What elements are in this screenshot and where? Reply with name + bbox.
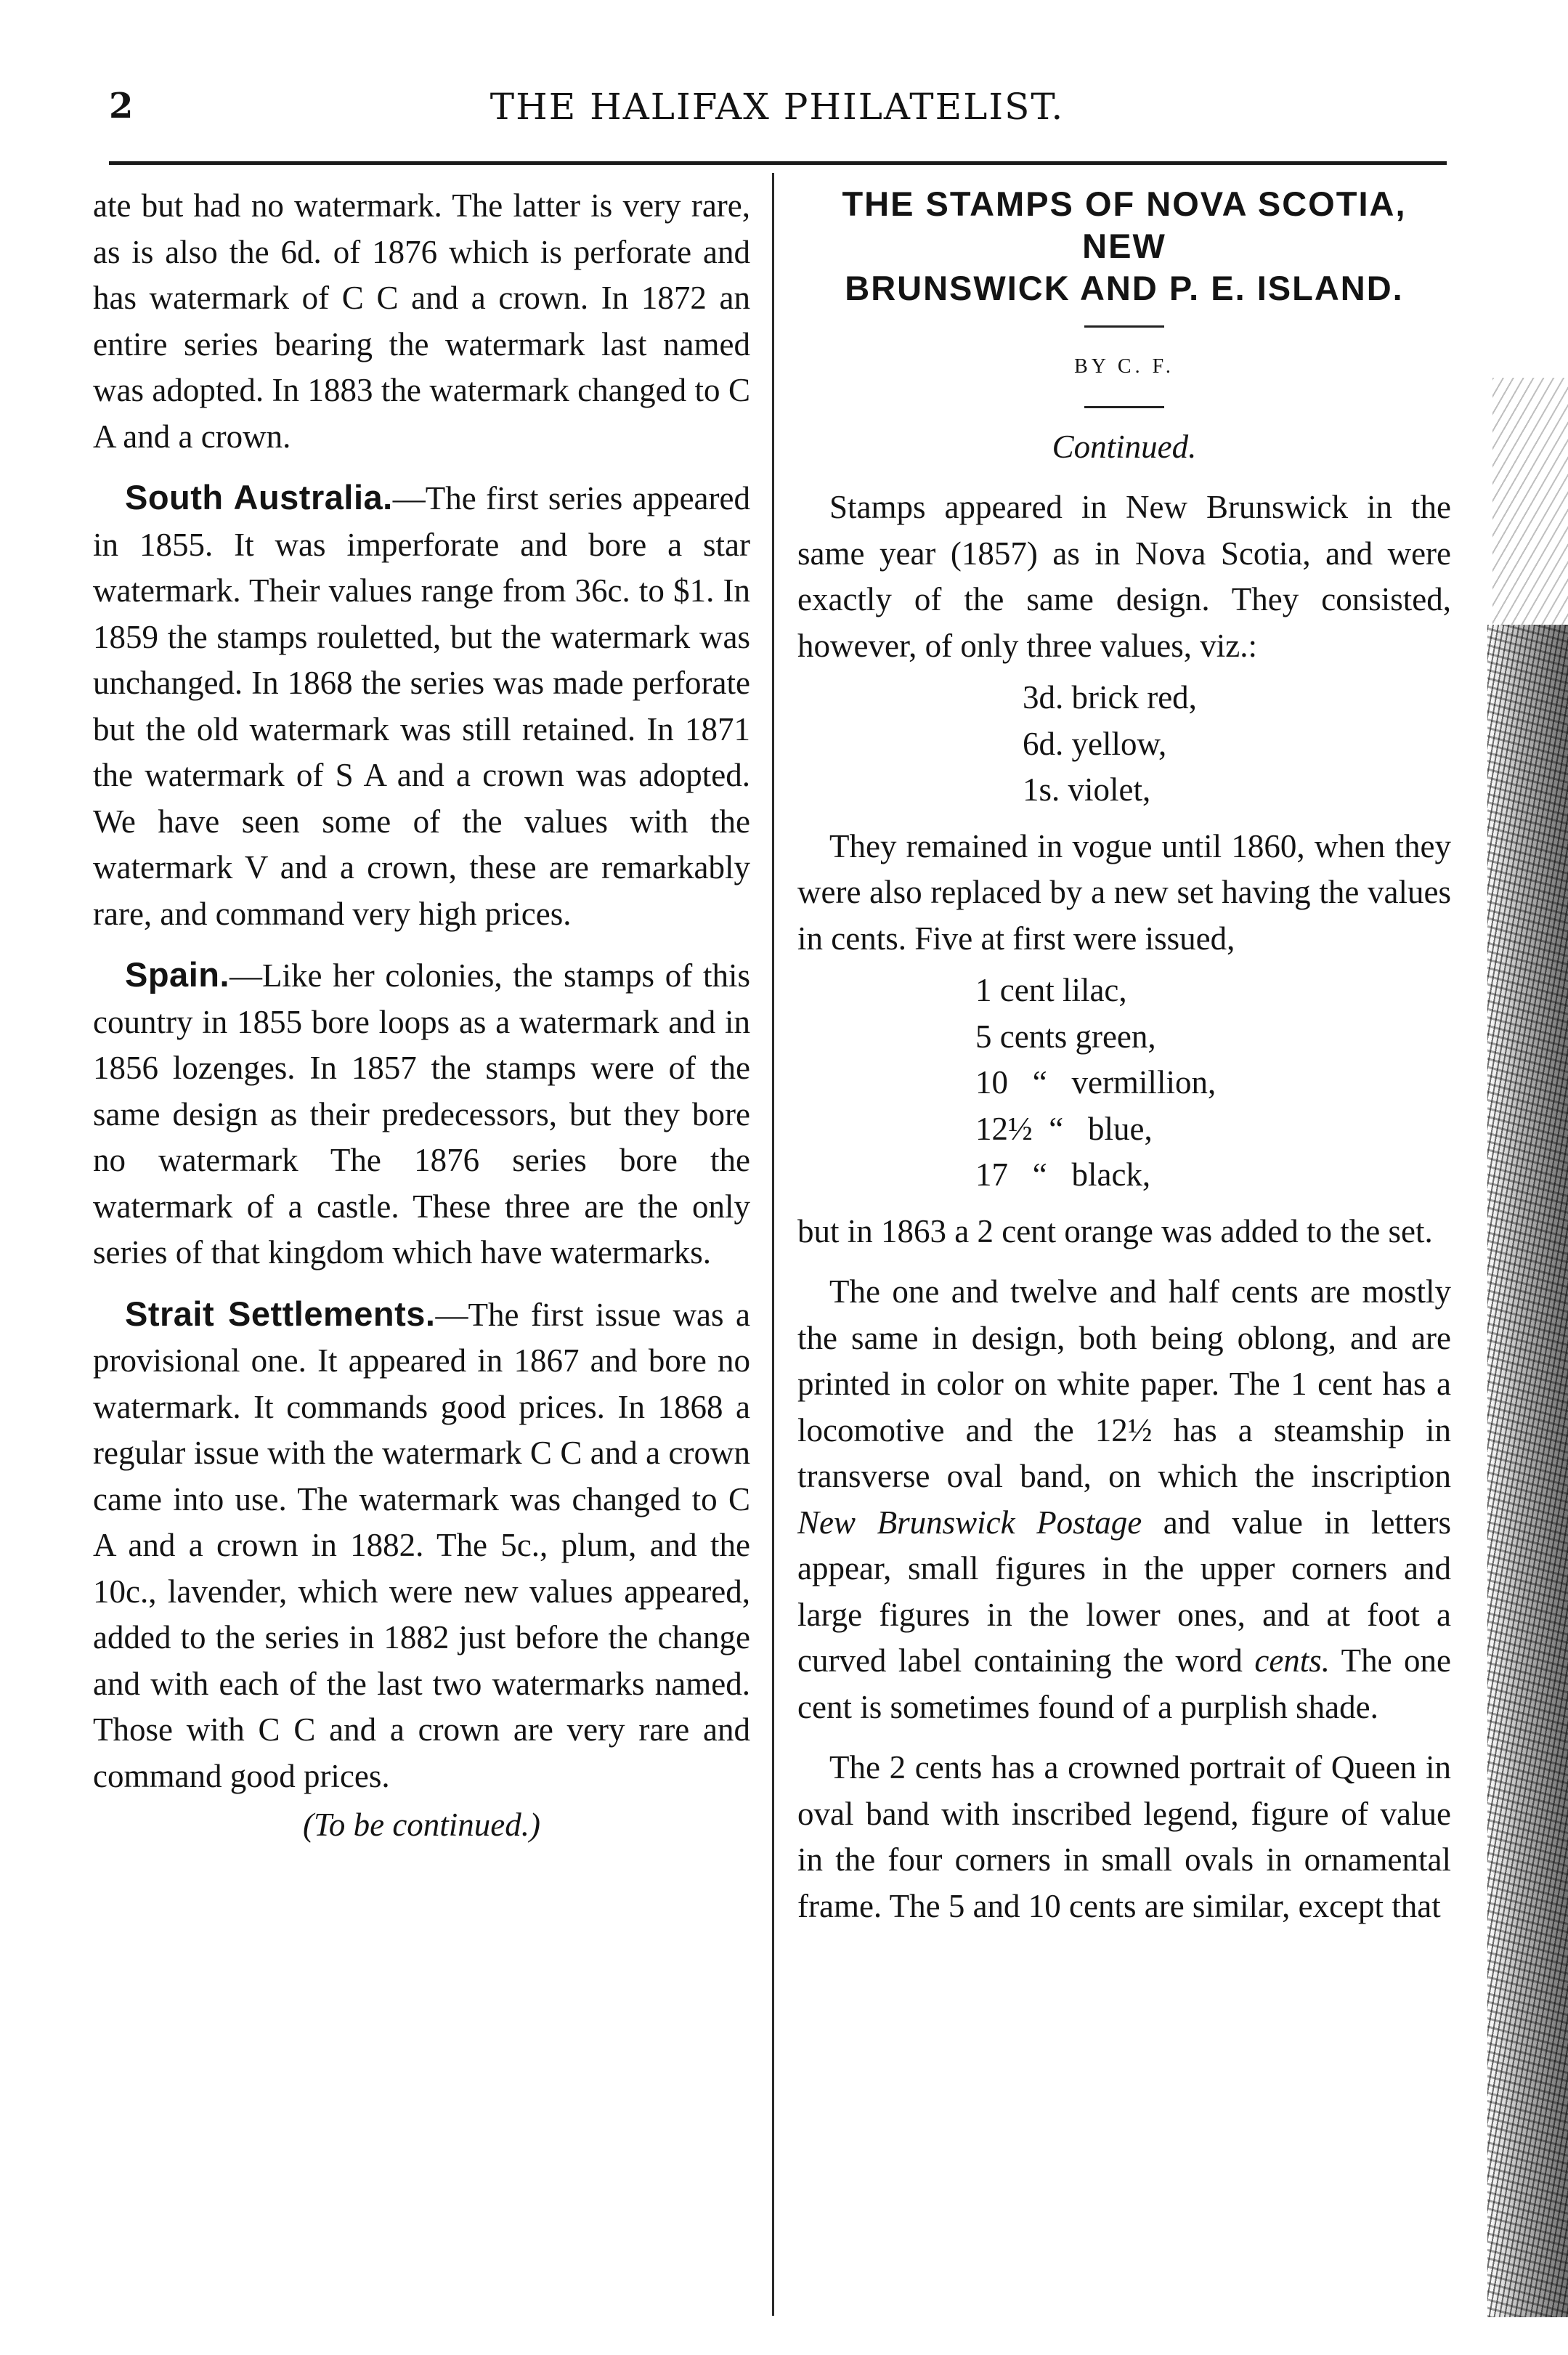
design-text-1: The one and twelve and half cents are mostly the same in design, both being oblong, and are printed in color on white paper. The 1 cent has a locomotive and the 12½ has a steamship in transverse oval band, on which the inscription — [797, 1273, 1451, 1494]
paragraph-1860: They remained in vogue until 1860, when they were also replaced by a new set having the values in cents. Five at first were issued, — [797, 827, 1451, 957]
left-column — [93, 183, 750, 1849]
article-title — [797, 183, 1451, 309]
byline: BY C. F. — [1074, 355, 1174, 378]
list-item: 3d. brick red, — [1023, 679, 1197, 716]
section-heading-spain: Spain. — [125, 955, 230, 994]
list-item: 1s. violet, — [1023, 771, 1151, 808]
value-list-1860 — [797, 968, 1451, 1199]
paragraph-spain — [93, 952, 750, 1276]
cents-italic: cents. — [1254, 1642, 1331, 1679]
list-item: 5 cents green, — [975, 1018, 1156, 1055]
list-item: 6d. yellow, — [1023, 725, 1167, 762]
byline-rule — [1084, 406, 1164, 408]
value-list-1857 — [797, 675, 1451, 814]
title-rule — [1084, 325, 1164, 328]
list-item: 10 “ vermillion, — [975, 1064, 1216, 1101]
article-title-line-2: BRUNSWICK AND P. E. ISLAND. — [845, 269, 1404, 307]
running-title: THE HALIFAX PHILATELIST. — [490, 86, 1065, 128]
article-title-line-1: THE STAMPS OF NOVA SCOTIA, NEW — [842, 185, 1407, 265]
section-heading-strait-settlements: Strait Settlements. — [125, 1294, 436, 1333]
paragraph-design — [797, 1269, 1451, 1730]
inscription-italic: New Brunswick Postage — [797, 1504, 1142, 1541]
column-divider — [772, 173, 774, 2316]
paragraph-intro: Stamps appeared in New Brunswick in the same year (1857) as in Nova Scotia, and were exactly of the same design. They consisted, however, of only three values, viz.: — [797, 489, 1451, 664]
section-heading-south-australia: South Australia. — [125, 478, 393, 516]
paragraph-strait-settlements — [93, 1291, 750, 1800]
list-item: 17 “ black, — [975, 1156, 1151, 1193]
list-item: 12½ “ blue, — [975, 1110, 1153, 1147]
page-header — [109, 86, 1445, 144]
paragraph-1863: but in 1863 a 2 cent orange was added to the set. — [797, 1212, 1433, 1249]
strait-settlements-text: —The first issue was a provisional one. It appeared in 1867 and bore no watermark. It commands good prices. In 1868 a regular issue with the watermark C C and a crown came into use. The watermark was changed to C A and a crown in 1882. The 5c., plum, and the 10c., lavender, which were new values appeared, added to the series in 1882 just before the change and with each of the last two watermarks named. Those with C C and a crown are very rare and command good prices. — [93, 1296, 750, 1794]
page-number: 2 — [109, 86, 134, 126]
scan-edge-shadow — [1492, 378, 1568, 625]
continued-note: Continued. — [1052, 428, 1197, 465]
to-be-continued: (To be continued.) — [302, 1807, 541, 1843]
list-item: 1 cent lilac, — [975, 972, 1127, 1008]
scan-edge-texture — [1487, 625, 1568, 2317]
south-australia-text: —The first series appeared in 1855. It was imperforate and bore a star watermark. Their values range from 36c. to $1. In 1859 the stamps rouletted, but the watermark was unchanged. In 1868 the series was made perforate but the old watermark was still retained. In 1871 the watermark of S A and a crown was adopted. We have seen some of the values with the watermark V and a crown, these are remarkably rare, and command very high prices. — [93, 480, 750, 932]
design-text-2: and value in letters appear, small figures in the upper corners and large figures in the lower ones, and at foot a curved label containing the word — [797, 1504, 1451, 1679]
header-rule — [109, 161, 1447, 165]
design-text-3: The one cent is sometimes found of a purplish shade. — [797, 1642, 1452, 1725]
paragraph-continuation: ate but had no watermark. The latter is very rare, as is also the 6d. of 1876 which is perforate and has watermark of C C and a crown. In 1872 an entire series bearing the watermark last named was adopted. In 1883 the watermark changed to C A and a crown. — [93, 187, 750, 455]
spain-text: —Like her colonies, the stamps of this country in 1855 bore loops as a watermark and in 1856 lozenges. In 1857 the stamps were of the same design as their predecessors, but they bore no watermark The 1876 series bore the watermark of a castle. These three are the only series of that kingdom which have watermarks. — [93, 957, 750, 1270]
paragraph-2-cents: The 2 cents has a crowned portrait of Queen in oval band with inscribed legend, figure of value in the four corners in small ovals in ornamental frame. The 5 and 10 cents are similar, except that — [797, 1749, 1451, 1924]
paragraph-south-australia — [93, 474, 750, 937]
right-column — [797, 183, 1451, 1929]
